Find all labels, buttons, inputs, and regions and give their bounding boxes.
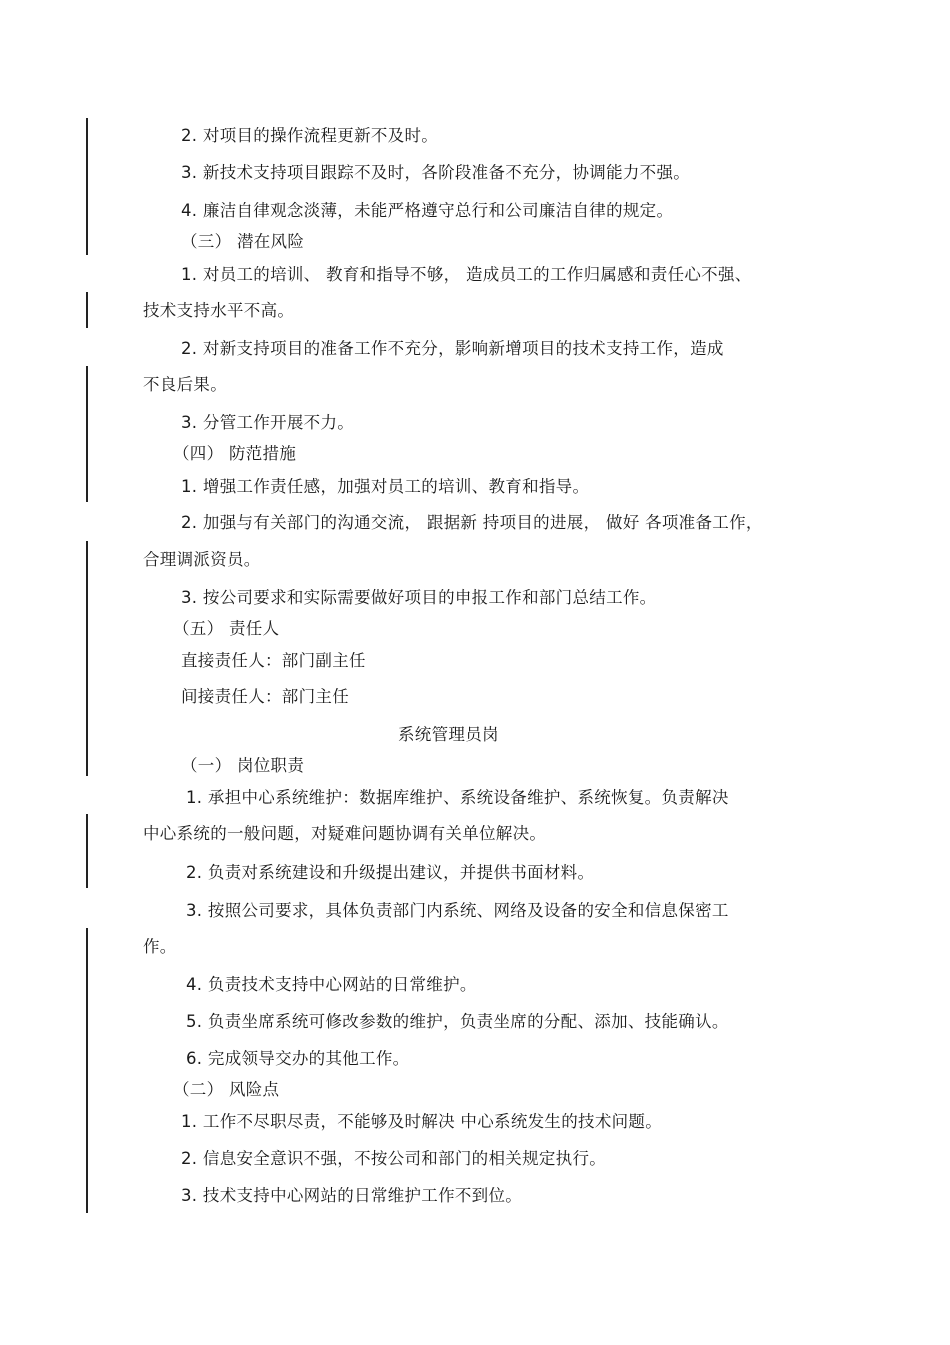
indirect-responsible: 间接责任人：部门主任 xyxy=(181,687,349,706)
risk-item-4: 4. 廉洁自律观念淡薄，未能严格遵守总行和公司廉洁自律的规定。 xyxy=(181,201,674,220)
duty-item-2: 2. 负责对系统建设和升级提出建议，并提供书面材料。 xyxy=(186,863,595,882)
section-heading-measures: （四） 防范措施 xyxy=(173,444,297,463)
measure-item-2-cont: 合理调派资员。 xyxy=(143,550,261,569)
margin-bar xyxy=(86,814,88,888)
potential-risk-item-1-cont: 技术支持水平不高。 xyxy=(143,301,295,320)
sysadmin-risk-item-1: 1. 工作不尽职尽责，不能够及时解决 中心系统发生的技术问题。 xyxy=(181,1112,663,1131)
duty-item-3: 3. 按照公司要求，具体负责部门内系统、网络及设备的安全和信息保密工 xyxy=(186,901,729,920)
duty-item-1-cont: 中心系统的一般问题，对疑难问题协调有关单位解决。 xyxy=(143,824,547,843)
section-title-sysadmin: 系统管理员岗 xyxy=(398,725,499,744)
duty-item-5: 5. 负责坐席系统可修改参数的维护，负责坐席的分配、添加、技能确认。 xyxy=(186,1012,729,1031)
margin-bar xyxy=(86,292,88,328)
risk-item-3: 3. 新技术支持项目跟踪不及时，各阶段准备不充分，协调能力不强。 xyxy=(181,163,691,182)
measure-item-1: 1. 增强工作责任感，加强对员工的培训、教育和指导。 xyxy=(181,477,590,496)
duty-item-1: 1. 承担中心系统维护：数据库维护、系统设备维护、系统恢复。负责解决 xyxy=(186,788,729,807)
potential-risk-item-2-cont: 不良后果。 xyxy=(143,375,227,394)
potential-risk-item-2: 2. 对新支持项目的准备工作不充分，影响新增项目的技术支持工作，造成 xyxy=(181,339,724,358)
duty-item-4: 4. 负责技术支持中心网站的日常维护。 xyxy=(186,975,477,994)
risk-item-2: 2. 对项目的操作流程更新不及时。 xyxy=(181,126,439,145)
potential-risk-item-3: 3. 分管工作开展不力。 xyxy=(181,413,355,432)
duty-item-3-cont: 作。 xyxy=(143,937,177,956)
section-heading-duties: （一） 岗位职责 xyxy=(181,756,305,775)
margin-bar xyxy=(86,366,88,502)
section-heading-risk-points: （二） 风险点 xyxy=(173,1080,280,1099)
section-heading-potential-risk: （三） 潜在风险 xyxy=(181,232,305,251)
duty-item-6: 6. 完成领导交办的其他工作。 xyxy=(186,1049,410,1068)
measure-item-3: 3. 按公司要求和实际需要做好项目的申报工作和部门总结工作。 xyxy=(181,588,657,607)
potential-risk-item-1: 1. 对员工的培训、 教育和指导不够， 造成员工的工作归属感和责任心不强、 xyxy=(181,265,752,284)
sysadmin-risk-item-2: 2. 信息安全意识不强，不按公司和部门的相关规定执行。 xyxy=(181,1149,607,1168)
direct-responsible: 直接责任人：部门副主任 xyxy=(181,651,366,670)
margin-bar xyxy=(86,541,88,776)
margin-bar xyxy=(86,928,88,1213)
sysadmin-risk-item-3: 3. 技术支持中心网站的日常维护工作不到位。 xyxy=(181,1186,523,1205)
margin-bar xyxy=(86,118,88,255)
measure-item-2: 2. 加强与有关部门的沟通交流， 跟据新 持项目的进展， 做好 各项准备工作， xyxy=(181,513,763,532)
section-heading-responsible: （五） 责任人 xyxy=(173,619,280,638)
